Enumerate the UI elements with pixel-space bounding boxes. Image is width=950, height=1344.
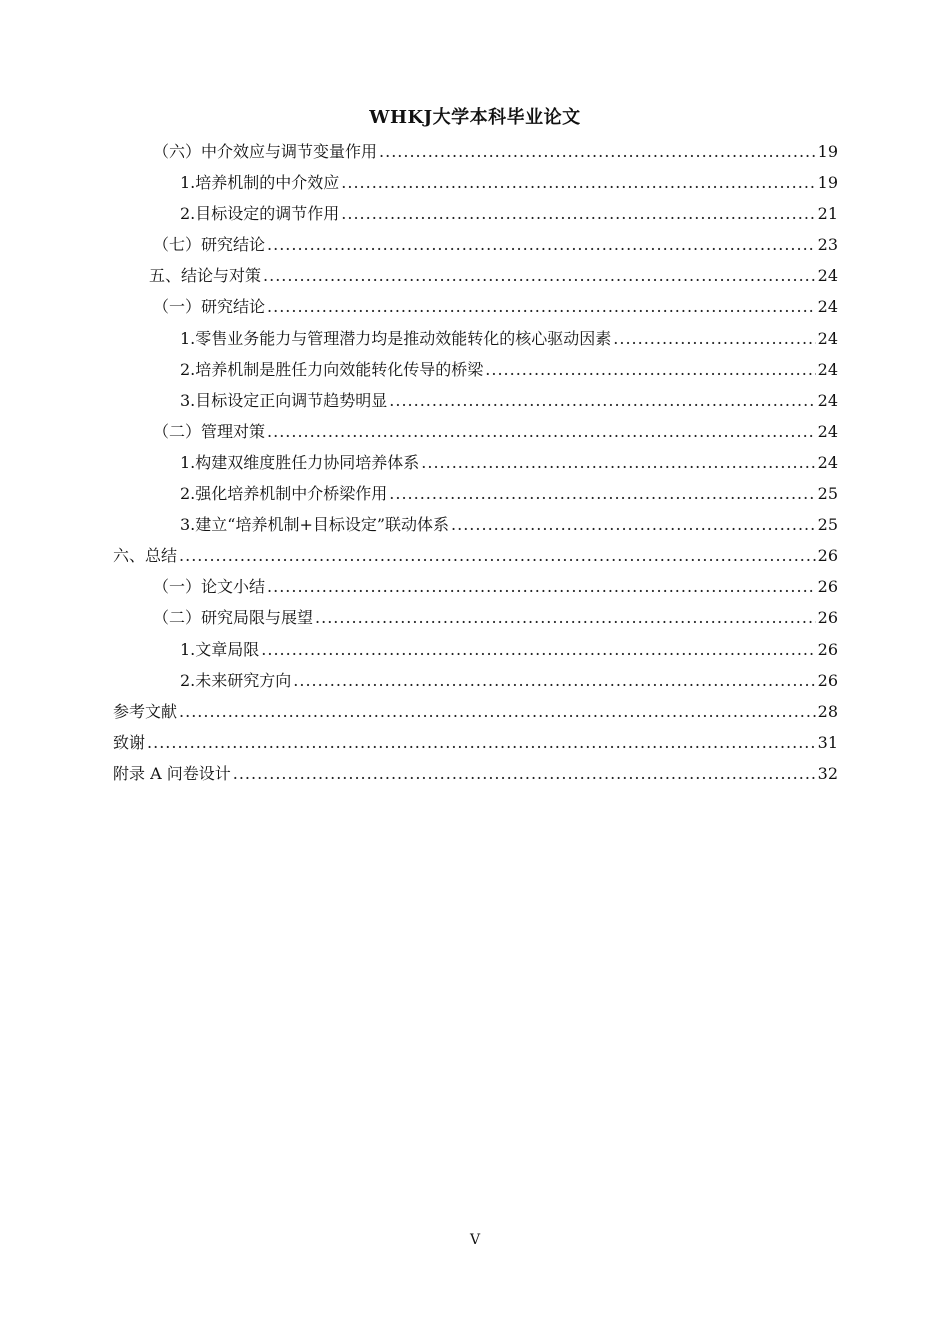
toc-entry-page: 32	[817, 763, 838, 783]
toc-entry-page: 24	[817, 452, 838, 472]
toc-entry[interactable]	[113, 264, 838, 295]
toc-entry-page: 26	[817, 608, 838, 628]
toc-dot-leader	[451, 513, 816, 537]
toc-entry[interactable]	[113, 575, 838, 606]
toc-entry-title: 1.文章局限	[180, 639, 260, 659]
toc-entry-page: 28	[817, 701, 838, 721]
toc-entry[interactable]	[113, 420, 838, 451]
table-of-contents	[113, 140, 838, 793]
toc-entry-title: 致谢	[113, 732, 146, 752]
toc-dot-leader	[613, 327, 815, 351]
toc-entry[interactable]	[113, 233, 838, 264]
toc-entry[interactable]	[113, 482, 838, 513]
toc-entry-page: 24	[817, 390, 838, 410]
toc-dot-leader	[421, 451, 815, 475]
toc-entry-title: 2.培养机制是胜任力向效能转化传导的桥梁	[180, 359, 484, 379]
toc-entry-page: 25	[817, 484, 838, 504]
toc-entry-page: 19	[817, 173, 838, 193]
toc-dot-leader	[261, 638, 815, 662]
toc-entry[interactable]	[113, 731, 838, 762]
toc-entry[interactable]	[113, 762, 838, 793]
toc-entry[interactable]	[113, 638, 838, 669]
toc-entry-page: 26	[817, 670, 838, 690]
toc-dot-leader	[315, 606, 816, 630]
toc-entry-title: 2.强化培养机制中介桥梁作用	[180, 484, 388, 504]
toc-entry-title: 3.建立“培养机制+目标设定”联动体系	[180, 515, 450, 535]
toc-entry-title: 六、总结	[113, 546, 178, 566]
toc-entry-page: 31	[817, 732, 838, 752]
toc-entry[interactable]	[113, 389, 838, 420]
toc-entry-page: 24	[817, 266, 838, 286]
toc-dot-leader	[389, 389, 815, 413]
toc-entry-title: 3.目标设定正向调节趋势明显	[180, 390, 388, 410]
toc-entry-page: 26	[817, 546, 838, 566]
toc-entry-title: 1.零售业务能力与管理潜力均是推动效能转化的核心驱动因素	[180, 328, 612, 348]
toc-entry-title: 参考文献	[113, 701, 178, 721]
toc-dot-leader	[341, 171, 815, 195]
toc-entry[interactable]	[113, 202, 838, 233]
toc-entry-title: （二）研究局限与展望	[153, 608, 314, 628]
toc-dot-leader	[379, 140, 816, 164]
toc-entry-title: （一）研究结论	[153, 297, 266, 317]
toc-dot-leader	[341, 202, 815, 226]
toc-entry-page: 24	[817, 297, 838, 317]
page-number: V	[469, 1232, 481, 1248]
toc-dot-leader	[179, 700, 816, 724]
toc-entry-title: （一）论文小结	[153, 577, 266, 597]
toc-entry-page: 26	[817, 639, 838, 659]
toc-dot-leader	[267, 420, 816, 444]
toc-entry[interactable]	[113, 700, 838, 731]
toc-entry-title: （六）中介效应与调节变量作用	[153, 142, 378, 161]
toc-dot-leader	[293, 669, 815, 693]
toc-entry[interactable]	[113, 140, 838, 171]
toc-dot-leader	[267, 575, 816, 599]
toc-dot-leader	[147, 731, 816, 755]
toc-entry-page: 24	[817, 421, 838, 441]
toc-entry[interactable]	[113, 327, 838, 358]
toc-dot-leader	[267, 295, 816, 319]
toc-entry-title: 2.目标设定的调节作用	[180, 204, 340, 224]
toc-dot-leader	[233, 762, 816, 786]
toc-dot-leader	[389, 482, 815, 506]
toc-entry-title: （二）管理对策	[153, 421, 266, 441]
toc-dot-leader	[267, 233, 816, 257]
toc-entry[interactable]	[113, 171, 838, 202]
toc-entry-page: 26	[817, 577, 838, 597]
toc-entry[interactable]	[113, 513, 838, 544]
toc-entry[interactable]	[113, 544, 838, 575]
toc-entry-title: 附录 A 问卷设计	[113, 763, 231, 783]
toc-entry-page: 23	[817, 235, 838, 255]
page-header-title: WHKJ大学本科毕业论文	[369, 107, 581, 128]
toc-entry-page: 25	[817, 515, 838, 535]
toc-entry-page: 24	[817, 359, 838, 379]
toc-entry[interactable]	[113, 451, 838, 482]
toc-entry[interactable]	[113, 606, 838, 637]
toc-dot-leader	[263, 264, 816, 288]
toc-entry[interactable]	[113, 358, 838, 389]
toc-entry-page: 19	[817, 142, 838, 161]
toc-entry-title: 2.未来研究方向	[180, 670, 292, 690]
toc-entry-title: 1.培养机制的中介效应	[180, 173, 340, 193]
toc-entry-page: 24	[817, 328, 838, 348]
toc-entry-title: （七）研究结论	[153, 235, 266, 255]
toc-dot-leader	[485, 358, 815, 382]
toc-entry-title: 1.构建双维度胜任力协同培养体系	[180, 452, 420, 472]
toc-entry-title: 五、结论与对策	[149, 266, 262, 286]
toc-entry[interactable]	[113, 295, 838, 326]
toc-dot-leader	[179, 544, 816, 568]
toc-entry[interactable]	[113, 669, 838, 700]
toc-entry-page: 21	[817, 204, 838, 224]
